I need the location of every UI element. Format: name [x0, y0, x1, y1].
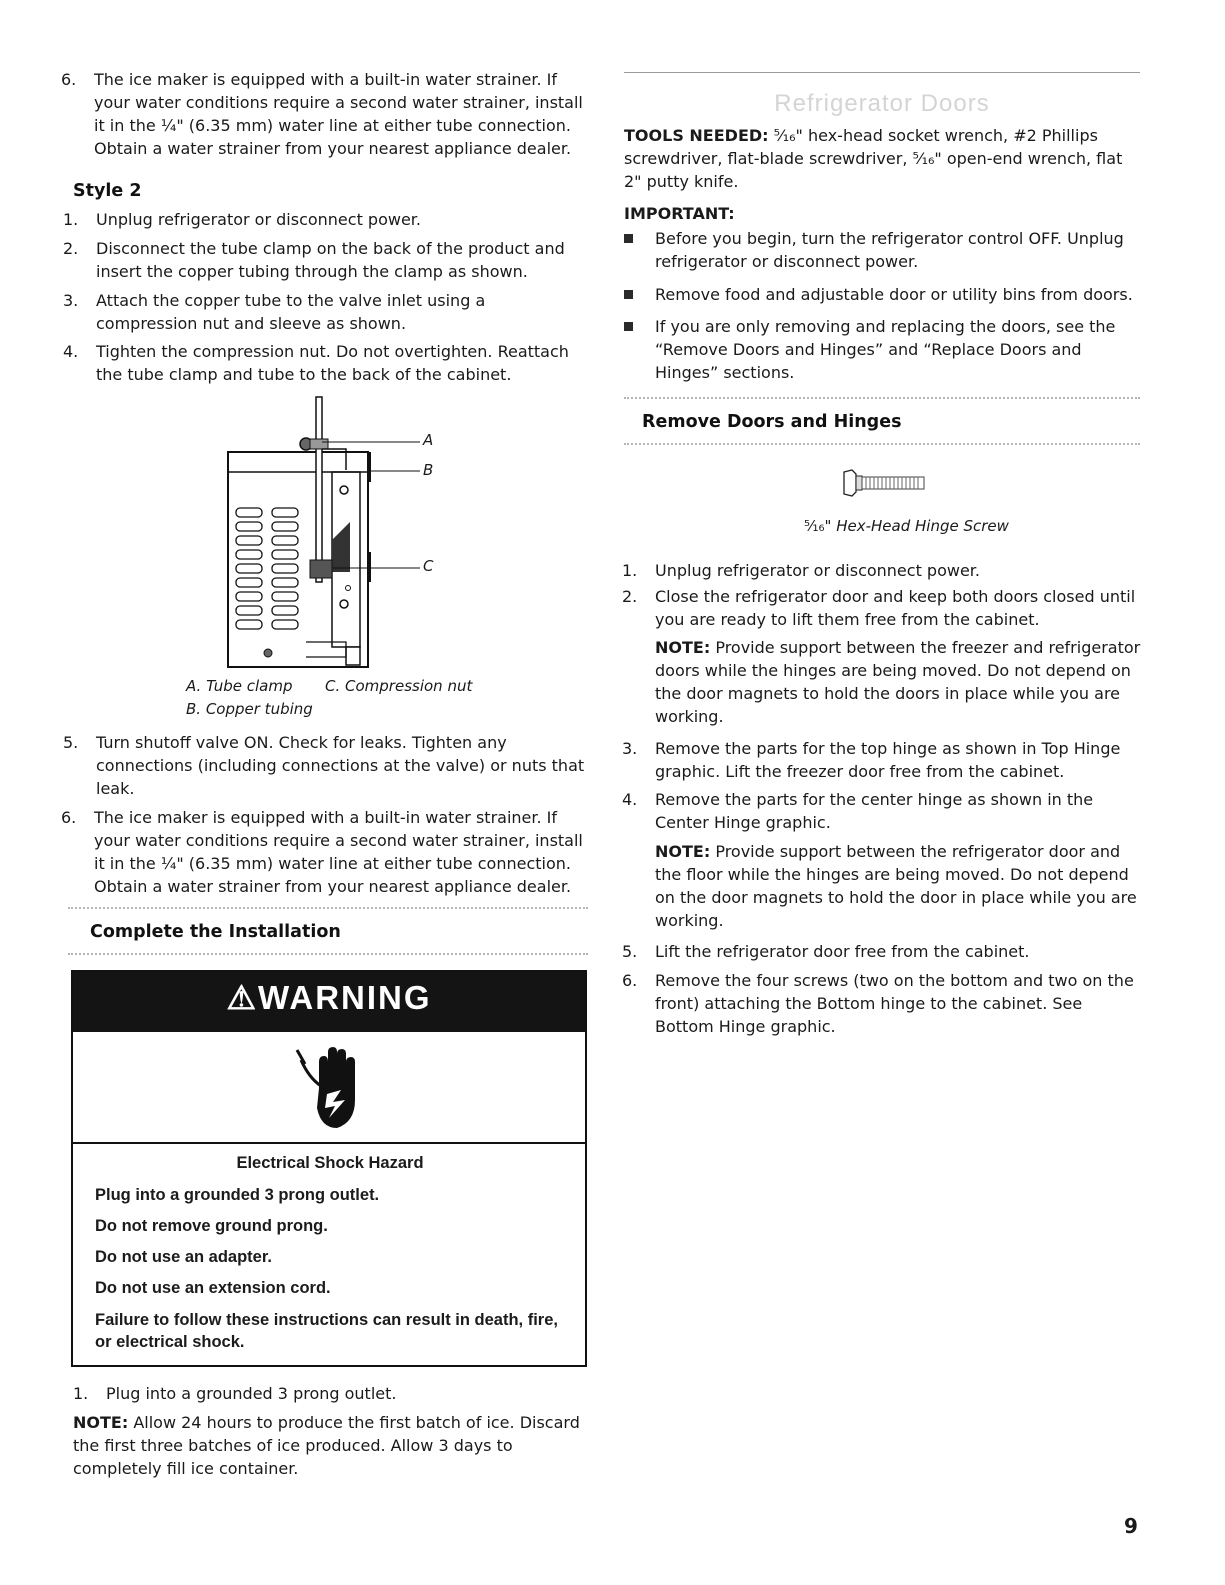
warning-line-3: Do not use an adapter. — [95, 1248, 272, 1266]
divider-bottom-remove — [624, 443, 1140, 445]
section-top-rule — [624, 72, 1140, 73]
remove-step-4-note: NOTE: Provide support between the refrigerator door and the floor while the hinges are being moved. Do not depend on the door magnets to hold the door in place while you are working. — [655, 842, 1137, 930]
caption-copper-tubing: B. Copper tubing — [186, 700, 313, 718]
label-a: A — [423, 431, 434, 449]
ice-batch-note: NOTE: Allow 24 hours to produce the first batch of ice. Discard the first three batches of ice produced. Allow 3 days to completely fill ice container. — [73, 1413, 580, 1478]
bullet-square-icon — [624, 322, 633, 331]
bullet-square-icon — [624, 234, 633, 243]
tools-needed: TOOLS NEEDED: ⁵⁄₁₆" hex-head socket wrench, #2 Phillips screwdriver, flat-blade screwdriver, ⁵⁄₁₆" open-end wrench, flat 2" putty knife. — [624, 126, 1123, 191]
divider-top-remove — [624, 397, 1140, 399]
warning-divider — [73, 1142, 585, 1144]
warning-line-4: Do not use an extension cord. — [95, 1279, 331, 1297]
divider-top-complete — [68, 907, 588, 909]
warning-line-2: Do not remove ground prong. — [95, 1217, 328, 1235]
warning-title: ⚠WARNING — [226, 979, 432, 1016]
complete-installation-heading: Complete the Installation — [90, 922, 341, 942]
hinge-screw-caption: ⁵⁄₁₆" Hex-Head Hinge Screw — [804, 517, 1009, 535]
remove-step-2-note: NOTE: Provide support between the freezer and refrigerator doors while the hinges are being moved. Do not depend on the door magnets to hold the doors in place while you are working. — [655, 638, 1141, 726]
remove-doors-hinges-heading: Remove Doors and Hinges — [642, 412, 902, 432]
label-b: B — [423, 461, 434, 479]
electrical-shock-warning — [71, 970, 587, 1367]
warning-banner — [73, 972, 585, 1032]
hazard-title: Electrical Shock Hazard — [236, 1154, 424, 1172]
style-2-heading: Style 2 — [73, 181, 142, 201]
caption-compression-nut: C. Compression nut — [325, 677, 473, 695]
hex-head-hinge-screw-icon — [840, 468, 930, 498]
electrical-shock-hand-icon — [291, 1042, 371, 1134]
warning-line-5: Failure to follow these instructions can result in death, fire, or electrical shock. — [95, 1311, 558, 1351]
section-title-refrigerator-doors: Refrigerator Doors — [774, 90, 990, 117]
page-number: 9 — [1124, 1514, 1138, 1538]
divider-bottom-complete — [68, 953, 588, 955]
important-label: IMPORTANT: — [624, 204, 735, 223]
warning-line-1: Plug into a grounded 3 prong outlet. — [95, 1186, 380, 1204]
label-c: C — [423, 557, 434, 575]
bullet-square-icon — [624, 290, 633, 299]
caption-tube-clamp: A. Tube clamp — [186, 677, 293, 695]
